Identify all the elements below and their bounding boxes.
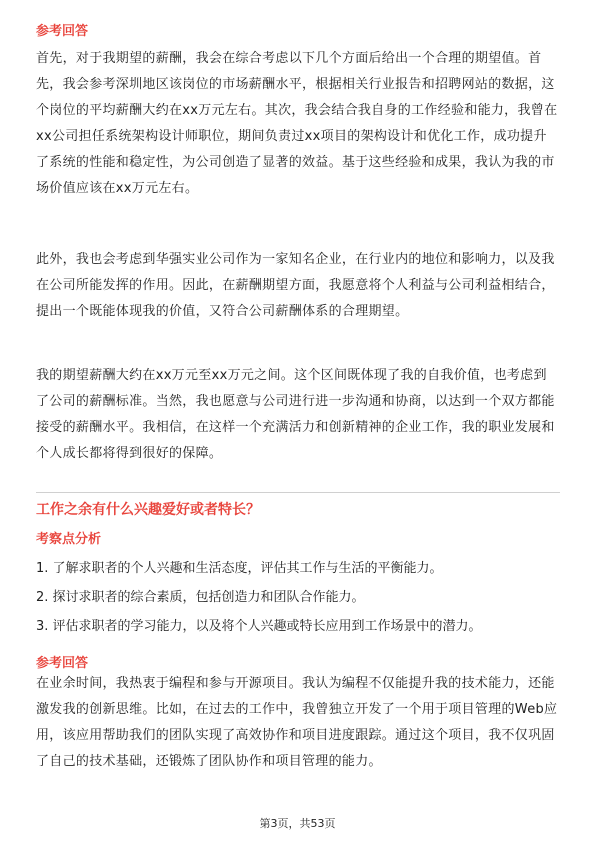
analysis-heading: 考察点分析	[36, 532, 102, 547]
analysis-item-3: 3. 评估求职者的学习能力，以及将个人兴趣或特长应用到工作场景中的潜力。	[36, 619, 482, 634]
reference-answer-heading: 参考回答	[36, 24, 89, 39]
reference-answer-heading-2: 参考回答	[36, 656, 89, 671]
analysis-item-2: 2. 探讨求职者的综合素质，包括创造力和团队合作能力。	[36, 590, 365, 605]
answer-paragraph-1: 首先，对于我期望的薪酬，我会在综合考虑以下几个方面后给出一个合理的期望值。首先，我会参考深圳地区该岗位的市场薪酬水平，根据相关行业报告和招聘网站的数据，这个岗位的平均薪酬大约在xx万元左右。其次，我会结合我自身的工作经验和能力，我曾在xx公司担任系统架构设计师职位，期间负责过xx项目的架构设计和优化工作，成功提升了系统的性能和稳定性，为公司创造了显著的效益。基于这些经验和成果，我认为我的市场价值应该在xx万元左右。	[36, 51, 558, 196]
analysis-item-1: 1. 了解求职者的个人兴趣和生活态度，评估其工作与生活的平衡能力。	[36, 561, 443, 576]
section-divider	[36, 492, 560, 493]
interview-question: 工作之余有什么兴趣爱好或者特长？	[36, 502, 260, 518]
answer-paragraph-3: 我的期望薪酬大约在xx万元至xx万元之间。这个区间既体现了我的自我价值，也考虑到了公司的薪酬标准。当然，我也愿意与公司进行进一步沟通和协商，以达到一个双方都能接受的薪酬水平。我相信，在这样一个充满活力和创新精神的企业工作，我的职业发展和个人成长都将得到很好的保障。	[36, 368, 555, 461]
answer-paragraph-4: 在业余时间，我热衷于编程和参与开源项目。我认为编程不仅能提升我的技术能力，还能激发我的创新思维。比如，在过去的工作中，我曾独立开发了一个用于项目管理的Web应用，该应用帮助我们的团队实现了高效协作和项目进度跟踪。通过这个项目，我不仅巩固了自己的技术基础，还锻炼了团队协作和项目管理的能力。	[36, 676, 558, 769]
answer-paragraph-2: 此外，我也会考虑到华强实业公司作为一家知名企业，在行业内的地位和影响力，以及我在公司所能发挥的作用。因此，在薪酬期望方面，我愿意将个人利益与公司利益相结合，提出一个既能体现我的价值，又符合公司薪酬体系的合理期望。	[36, 252, 555, 319]
page-number: 第3页，共53页	[259, 817, 336, 830]
